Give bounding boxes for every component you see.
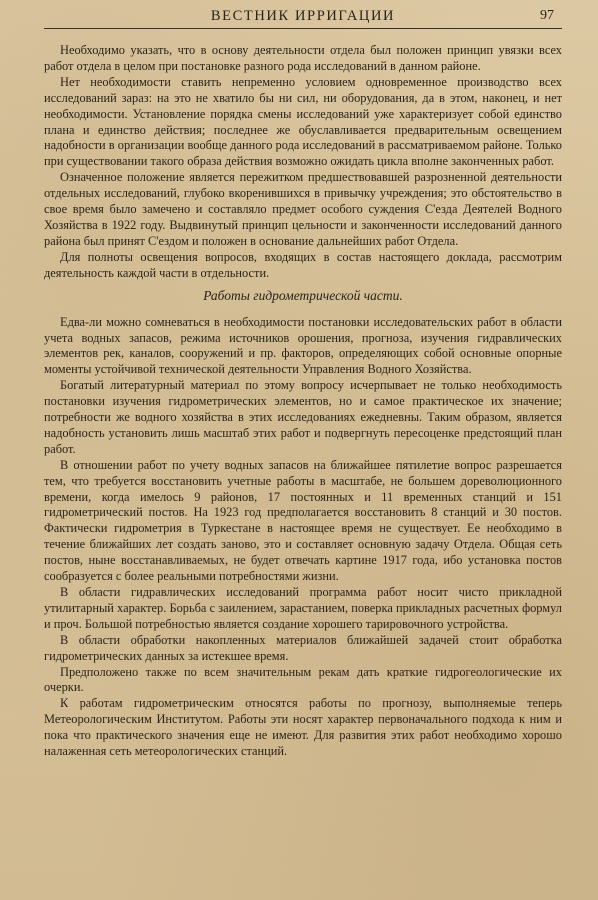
- article-body: [44, 43, 562, 760]
- page-number: 97: [540, 8, 554, 23]
- paragraph: В области гидравлических исследований программа работ носит чисто прикладной утилитарный характер. Борьба с заилением, зарастанием, поверка прикладных расчетных формул и проч. Большой потребностью является создание хорошего тарировочного устройства.: [44, 585, 562, 631]
- journal-title: ВЕСТНИК ИРРИГАЦИИ: [210, 8, 396, 24]
- paragraph: Для полноты освещения вопросов, входящих в состав настоящего доклада, рассмотрим деятельность каждой части в отдельности.: [44, 249, 562, 280]
- paragraph: Означенное положение является пережитком предшествовавшей разрозненной деятельности отдельных исследований, глубоко вкоренившихся в привычку учреждения; это обстоятельство в свое время было замечено и составляло предмет особого суждения С'езда Деятелей Водного Хозяйства в 1922 году. Выдвинутый принцип цельности и законченности исследований данного района был принят С'ездом и положен в основание дальнейших работ Отдела.: [44, 170, 562, 248]
- section-heading: Работы гидрометрической части.: [203, 287, 403, 303]
- paragraph: Богатый литературный материал по этому вопросу исчерпывает не только необходимость постановки изучения гидрометрических элементов, но и самое практическое их значение; потребности же водного хозяйства в этих исследованиях ежедневны. Таким образом, является надобность установить лишь масштаб этих работ и подвергнуть пересоценке предстоящий план работ.: [44, 378, 562, 456]
- paragraph: Нет необходимости ставить непременно условием одновременное производство всех исследований зараз: на это не хватило бы ни сил, ни оборудования, да в этом, наконец, и нет необходимости. Установление порядка смены исследований уже характеризует собой единство плана и единство действия; последнее же обуславливается предварительным освещением надобности в организации вообще данного рода исследований в рассматриваемом районе. Только при существовании такого образа действия возможно ожидать цикла вполне законченных работ.: [44, 74, 562, 169]
- paragraph: В отношении работ по учету водных запасов на ближайшее пятилетие вопрос разрешается тем, что требуется восстановить учетные работы в масштабе, не большем дореволюционного времени, когда имелось 9 районов, 17 постоянных и 11 временных станций и 151 гидрометрический постов. На 1923 год предполагается восстановить 8 станций и 30 постов. Фактически гидрометрия в Туркестане в настоящее время не существует. Ее необходимо в течение ближайших лет создать заново, это и составляет основную задачу Отдела. Общая сеть постов, ныне восстанавливаемых, не будет отвечать картине 1917 года, ибо установка постов сообразуется с более реальными потребностями жизни.: [44, 457, 562, 584]
- paragraph: Предположено также по всем значительным рекам дать краткие гидрогеологические их очерки.: [44, 664, 562, 695]
- running-header: [44, 6, 562, 29]
- paragraph: Необходимо указать, что в основу деятельности отдела был положен принцип увязки всех работ отдела в целом при постановке разного рода исследований в данном районе.: [44, 43, 562, 73]
- paragraph: Едва-ли можно сомневаться в необходимости постановки исследовательских работ в области учета водных запасов, режима источников орошения, прогноза, изучения гидравлических элементов рек, каналов, сооружений и пр. факторов, определяющих собой основные опорные моменты устойчивой технической деятельности Управления Водного Хозяйства.: [44, 314, 562, 377]
- paragraph: В области обработки накопленных материалов ближайшей задачей стоит обработка гидрометрических данных за истекшее время.: [44, 632, 562, 663]
- paragraph: К работам гидрометрическим относятся работы по прогнозу, выполняемые теперь Метеорологическим Институтом. Работы эти носят характер первоначального подхода к ним и пока что практического значения еще не имеют. Для развития этих работ необходимо хорошо налаженная сеть метеорологических станций.: [44, 696, 562, 759]
